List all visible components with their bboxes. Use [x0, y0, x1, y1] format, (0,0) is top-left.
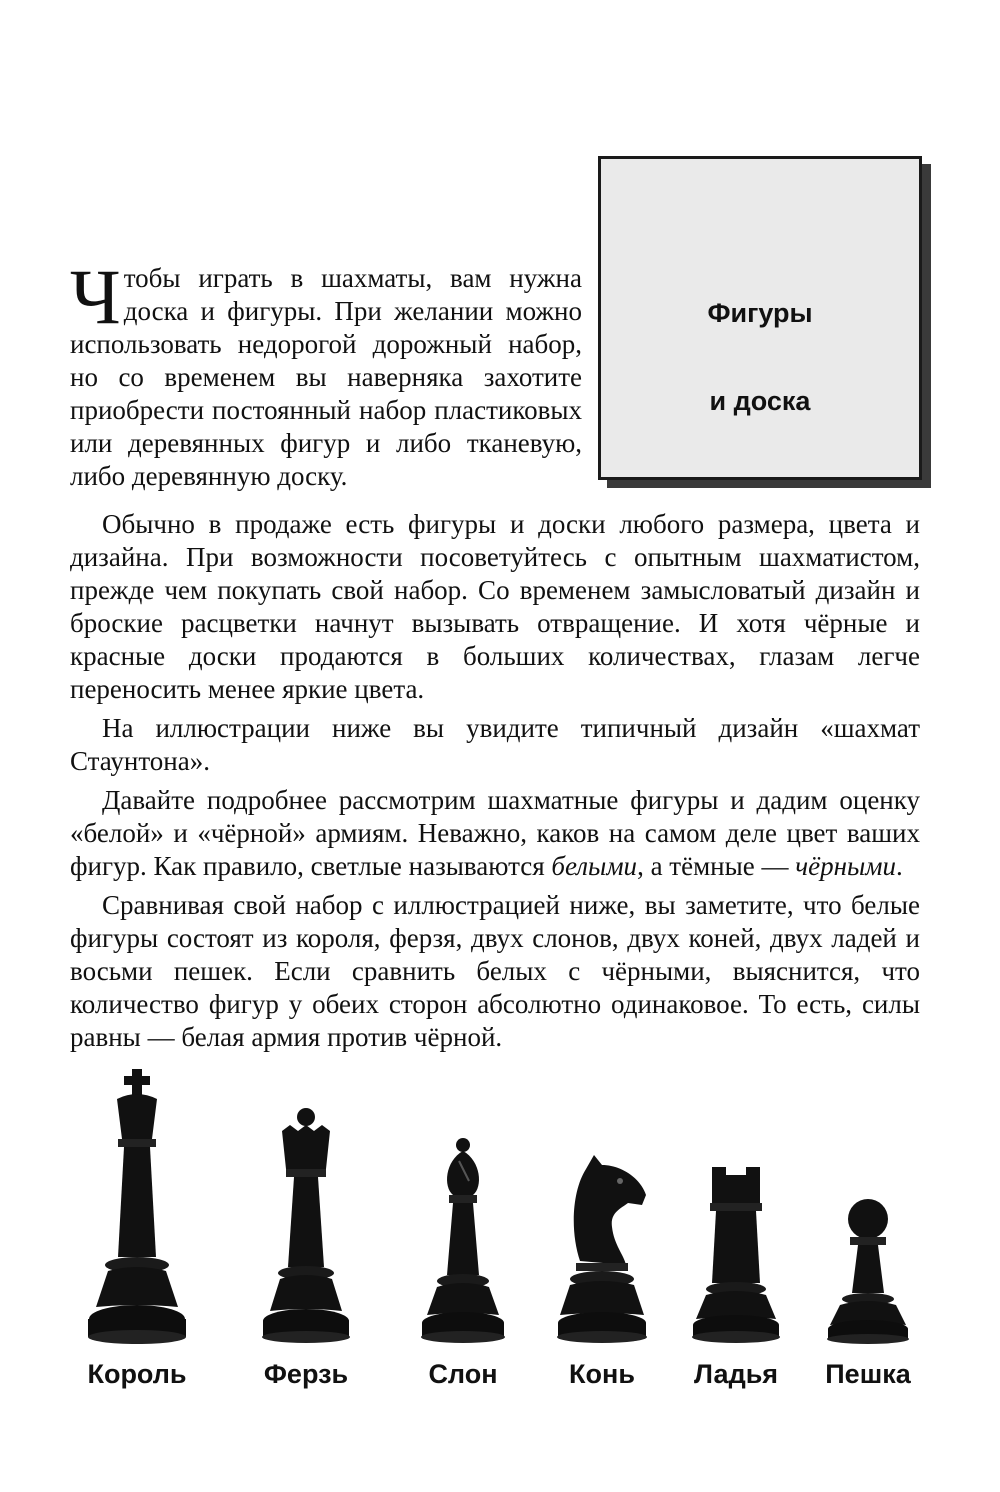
piece-pawn: [822, 1197, 914, 1390]
piece-label-king: Король: [87, 1359, 187, 1389]
intro-text: тобы играть в шахматы, вам нужна доска и фигуры. При желании можно использовать недорогой дорожный набор, но со временем вы наверняка захотите приобрести постоянный набор пластиковых или деревянных фигур и либо тканевую, либо деревянную доску.: [70, 263, 582, 491]
emphasis-white: белыми: [551, 851, 638, 881]
emphasis-black: чёрными: [795, 851, 897, 881]
chapter-title-line1: Фигуры: [707, 298, 813, 328]
piece-label-bishop: Слон: [428, 1359, 498, 1389]
paragraph-3-text-b: , а тёмные —: [637, 851, 796, 881]
paragraph-3-text-a: Давайте подробнее рассмотрим шахматные фигуры и дадим оценку «белой» и «чёрной» армиям. Неважно, каков на самом деле цвет ваших фигур. Как правило, светлые называются: [70, 785, 920, 881]
piece-king: [82, 1067, 192, 1390]
chapter-title: [601, 269, 919, 445]
piece-bishop: [415, 1137, 511, 1390]
chapter-title-line2: и доска: [709, 386, 811, 416]
queen-piece-icon: [256, 1107, 356, 1347]
piece-label-queen: Ферзь: [263, 1359, 349, 1389]
body-text: [70, 508, 920, 1060]
king-piece-icon: [82, 1067, 192, 1347]
paragraph-3: [70, 784, 920, 883]
bishop-piece-icon: [415, 1137, 511, 1347]
knight-piece-icon: [550, 1151, 654, 1347]
chess-pieces-illustration: [60, 1030, 940, 1390]
paragraph-1: Обычно в продаже есть фигуры и доски любого размера, цвета и дизайна. При возможности посоветуйтесь с опытным шахматистом, прежде чем покупать свой набор. Со временем замысловатый дизайн и броские расцветки начнут вызывать отвращение. И хотя чёрные и красные доски продаются в больших количествах, глазам легче переносить менее яркие цвета.: [70, 509, 920, 704]
paragraph-3-text-c: .: [896, 851, 903, 881]
piece-queen: [256, 1107, 356, 1390]
paragraph-2: На иллюстрации ниже вы увидите типичный дизайн «шахмат Стаунтона».: [70, 713, 920, 776]
chapter-title-box: [598, 156, 922, 480]
piece-rook: [686, 1163, 786, 1390]
rook-piece-icon: [686, 1163, 786, 1347]
drop-cap: Ч: [70, 253, 121, 340]
piece-label-pawn: Пешка: [825, 1359, 911, 1389]
piece-label-knight: Конь: [569, 1359, 635, 1389]
piece-label-rook: Ладья: [693, 1359, 779, 1389]
paragraph-4: Сравнивая свой набор с иллюстрацией ниже, вы заметите, что белые фигуры состоят из короля, ферзя, двух слонов, двух коней, двух ладей и восьми пешек. Если сравнить белых с чёрными, выяснится, что количество фигур у обеих сторон абсолютно одинаковое. То есть, силы равны — белая армия против чёрной.: [70, 890, 920, 1052]
intro-paragraph: [70, 253, 582, 493]
piece-knight: [550, 1151, 654, 1390]
pawn-piece-icon: [822, 1197, 914, 1347]
